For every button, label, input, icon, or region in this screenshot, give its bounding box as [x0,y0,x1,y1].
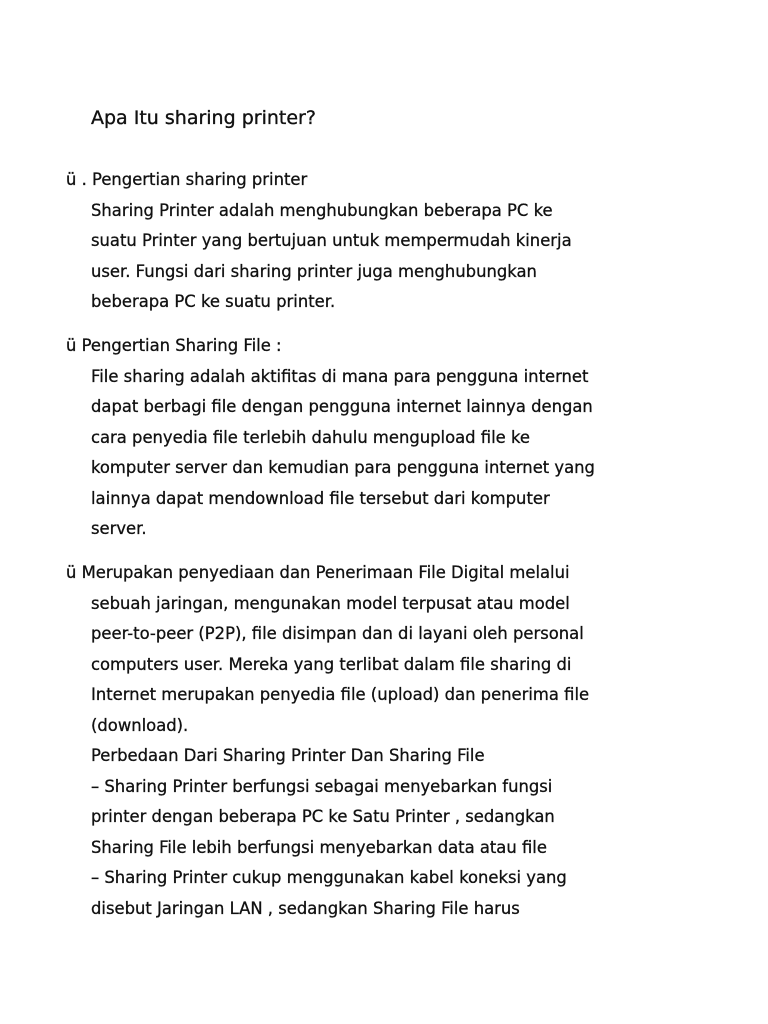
paragraph-line: printer dengan beberapa PC ke Satu Printer , sedangkan [91,807,555,826]
paragraph-line: – Sharing Printer berfungsi sebagai menyebarkan fungsi [91,777,553,796]
paragraph-line: beberapa PC ke suatu printer. [91,292,336,311]
paragraph-line: Sharing Printer adalah menghubungkan beberapa PC ke [91,201,553,220]
paragraph-line: cara penyedia file terlebih dahulu mengupload file ke [91,428,530,447]
paragraph-line: Sharing File lebih berfungsi menyebarkan data atau file [91,838,547,857]
document-title: Apa Itu sharing printer? [91,107,316,129]
section-heading-sharing-printer: ü . Pengertian sharing printer [66,170,308,189]
subheading-perbedaan: Perbedaan Dari Sharing Printer Dan Sharing File [91,746,485,765]
paragraph-line: File sharing adalah aktifitas di mana para pengguna internet [91,367,589,386]
paragraph-line: suatu Printer yang bertujuan untuk mempermudah kinerja [91,231,572,250]
paragraph-line: sebuah jaringan, mengunakan model terpusat atau model [91,594,570,613]
paragraph-line: lainnya dapat mendownload file tersebut dari komputer [91,489,550,508]
paragraph-line: – Sharing Printer cukup menggunakan kabel koneksi yang [91,868,567,887]
paragraph-line: dapat berbagi file dengan pengguna internet lainnya dengan [91,397,593,416]
section-heading-file-digital: ü Merupakan penyediaan dan Penerimaan File Digital melalui [66,563,570,582]
paragraph-line: server. [91,519,147,538]
paragraph-line: (download). [91,716,189,735]
paragraph-line: komputer server dan kemudian para pengguna internet yang [91,458,595,477]
paragraph-line: peer-to-peer (P2P), file disimpan dan di layani oleh personal [91,624,584,643]
paragraph-line: Internet merupakan penyedia file (upload) dan penerima file [91,685,590,704]
paragraph-line: user. Fungsi dari sharing printer juga menghubungkan [91,262,537,281]
paragraph-line: disebut Jaringan LAN , sedangkan Sharing File harus [91,899,520,918]
section-heading-sharing-file: ü Pengertian Sharing File : [66,336,282,355]
paragraph-line: computers user. Mereka yang terlibat dalam file sharing di [91,655,572,674]
